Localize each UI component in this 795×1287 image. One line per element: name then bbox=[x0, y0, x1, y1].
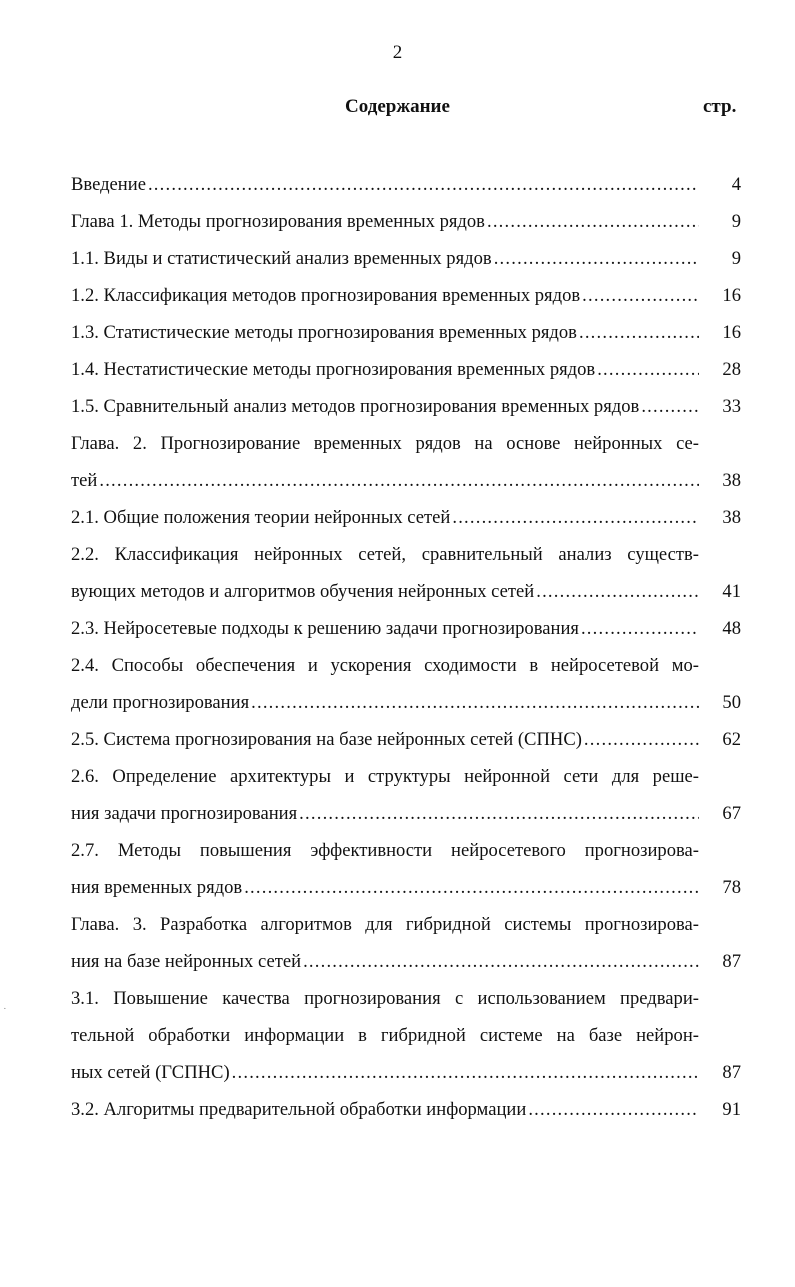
toc-entry-line bbox=[71, 462, 699, 499]
toc-page-number: 91 bbox=[722, 1099, 741, 1120]
toc-page-number: 48 bbox=[722, 618, 741, 639]
toc-entry-line bbox=[71, 351, 699, 388]
toc-entry-text: 1.1. Виды и статистический анализ временных рядов bbox=[71, 248, 492, 269]
toc-entry bbox=[71, 610, 741, 647]
toc-entry bbox=[71, 647, 741, 721]
toc-page-number: 28 bbox=[722, 359, 741, 380]
dot-leader bbox=[641, 388, 699, 425]
toc-entry bbox=[71, 203, 741, 240]
toc-page-number: 38 bbox=[722, 470, 741, 491]
toc-entry bbox=[71, 758, 741, 832]
toc-entry-text: 1.5. Сравнительный анализ методов прогнозирования временных рядов bbox=[71, 396, 640, 417]
dot-leader bbox=[581, 610, 699, 647]
dot-leader bbox=[299, 795, 699, 832]
toc-page-number: 4 bbox=[731, 174, 741, 195]
toc-page-number: 33 bbox=[722, 396, 741, 417]
toc-entry-line bbox=[71, 240, 699, 277]
toc-entry bbox=[71, 721, 741, 758]
toc-entry-text: 2.2. Классификация нейронных сетей, сравнительный анализ существ- bbox=[71, 544, 699, 565]
toc-entry-line bbox=[71, 499, 699, 536]
toc-entry-text: ния на базе нейронных сетей bbox=[71, 951, 302, 972]
dot-leader bbox=[528, 1091, 699, 1128]
table-of-contents bbox=[71, 166, 741, 1128]
toc-entry-text: ния задачи прогнозирования bbox=[71, 803, 298, 824]
toc-entry-line bbox=[71, 203, 699, 240]
toc-entry-text: 2.5. Система прогнозирования на базе нейронных сетей (СПНС) bbox=[71, 729, 582, 750]
toc-entry bbox=[71, 277, 741, 314]
toc-entry-text: Глава. 3. Разработка алгоритмов для гибридной системы прогнозирова- bbox=[71, 914, 699, 935]
toc-entry-line bbox=[71, 684, 699, 721]
toc-entry-text: Глава 1. Методы прогнозирования временных рядов bbox=[71, 211, 485, 232]
toc-entry bbox=[71, 388, 741, 425]
toc-entry-text: 2.4. Способы обеспечения и ускорения сходимости в нейросетевой мо- bbox=[71, 655, 699, 676]
toc-entry-text: Введение bbox=[71, 174, 146, 195]
dot-leader bbox=[597, 351, 699, 388]
toc-page-number: 9 bbox=[731, 248, 741, 269]
toc-entry-line bbox=[71, 277, 699, 314]
toc-entry-text: тельной обработки информации в гибридной системе на базе нейрон- bbox=[71, 1025, 699, 1046]
toc-entry-text: ных сетей (ГСПНС) bbox=[71, 1062, 230, 1083]
page-number: 2 bbox=[392, 42, 403, 63]
dot-leader bbox=[232, 1054, 699, 1091]
toc-entry-line bbox=[71, 314, 699, 351]
toc-page-number: 67 bbox=[722, 803, 741, 824]
dot-leader bbox=[584, 721, 699, 758]
toc-entry-line bbox=[71, 1091, 699, 1128]
toc-entry-text: 2.1. Общие положения теории нейронных сетей bbox=[71, 507, 451, 528]
toc-entry-text: 2.3. Нейросетевые подходы к решению задачи прогнозирования bbox=[71, 618, 579, 639]
dot-leader bbox=[494, 240, 699, 277]
toc-entry bbox=[71, 499, 741, 536]
scan-artifact: ˙ bbox=[3, 1006, 7, 1018]
page-column-label: стр. bbox=[703, 96, 737, 117]
toc-entry bbox=[71, 832, 741, 906]
toc-entry bbox=[71, 166, 741, 203]
toc-entry-line bbox=[71, 795, 699, 832]
dot-leader bbox=[582, 277, 699, 314]
toc-entry-text: дели прогнозирования bbox=[71, 692, 250, 713]
dot-leader bbox=[452, 499, 699, 536]
dot-leader bbox=[303, 943, 699, 980]
toc-page-number: 9 bbox=[731, 211, 741, 232]
toc-entry bbox=[71, 314, 741, 351]
toc-entry-line bbox=[71, 166, 699, 203]
toc-page-number: 78 bbox=[722, 877, 741, 898]
toc-entry-text: 3.1. Повышение качества прогнозирования с использованием предвари- bbox=[71, 988, 699, 1009]
dot-leader bbox=[99, 462, 699, 499]
toc-entry bbox=[71, 1091, 741, 1128]
toc-entry-line bbox=[71, 388, 699, 425]
toc-page-number: 16 bbox=[722, 322, 741, 343]
toc-entry-line bbox=[71, 573, 699, 610]
dot-leader bbox=[487, 203, 699, 240]
toc-entry-text: 3.2. Алгоритмы предварительной обработки информации bbox=[71, 1099, 527, 1120]
toc-entry-text: тей bbox=[71, 470, 98, 491]
toc-entry bbox=[71, 351, 741, 388]
dot-leader bbox=[148, 166, 699, 203]
dot-leader bbox=[579, 314, 699, 351]
toc-entry-line bbox=[71, 610, 699, 647]
toc-entry-line bbox=[71, 721, 699, 758]
toc-page-number: 41 bbox=[722, 581, 741, 602]
toc-entry-text: 2.6. Определение архитектуры и структуры нейронной сети для реше- bbox=[71, 766, 699, 787]
toc-page-number: 87 bbox=[722, 951, 741, 972]
toc-entry-text: 1.3. Статистические методы прогнозирования временных рядов bbox=[71, 322, 577, 343]
toc-page-number: 62 bbox=[722, 729, 741, 750]
dot-leader bbox=[536, 573, 699, 610]
dot-leader bbox=[251, 684, 699, 721]
toc-page-number: 50 bbox=[722, 692, 741, 713]
toc-entry-text: 2.7. Методы повышения эффективности нейросетевого прогнозирова- bbox=[71, 840, 699, 861]
toc-page-number: 87 bbox=[722, 1062, 741, 1083]
toc-entry-text: ния временных рядов bbox=[71, 877, 243, 898]
dot-leader bbox=[244, 869, 699, 906]
toc-page-number: 38 bbox=[722, 507, 741, 528]
toc-entry-text: вующих методов и алгоритмов обучения нейронных сетей bbox=[71, 581, 535, 602]
toc-entry bbox=[71, 425, 741, 499]
toc-page-number: 16 bbox=[722, 285, 741, 306]
toc-entry-line bbox=[71, 943, 699, 980]
toc-entry-line bbox=[71, 869, 699, 906]
toc-title: Содержание bbox=[345, 96, 450, 117]
toc-entry bbox=[71, 906, 741, 980]
toc-entry-line bbox=[71, 1054, 699, 1091]
toc-entry-text: 1.2. Классификация методов прогнозирования временных рядов bbox=[71, 285, 581, 306]
toc-entry-text: 1.4. Нестатистические методы прогнозирования временных рядов bbox=[71, 359, 596, 380]
toc-entry-text: Глава. 2. Прогнозирование временных рядов на основе нейронных се- bbox=[71, 433, 699, 454]
toc-entry bbox=[71, 536, 741, 610]
toc-entry bbox=[71, 240, 741, 277]
toc-entry bbox=[71, 980, 741, 1091]
